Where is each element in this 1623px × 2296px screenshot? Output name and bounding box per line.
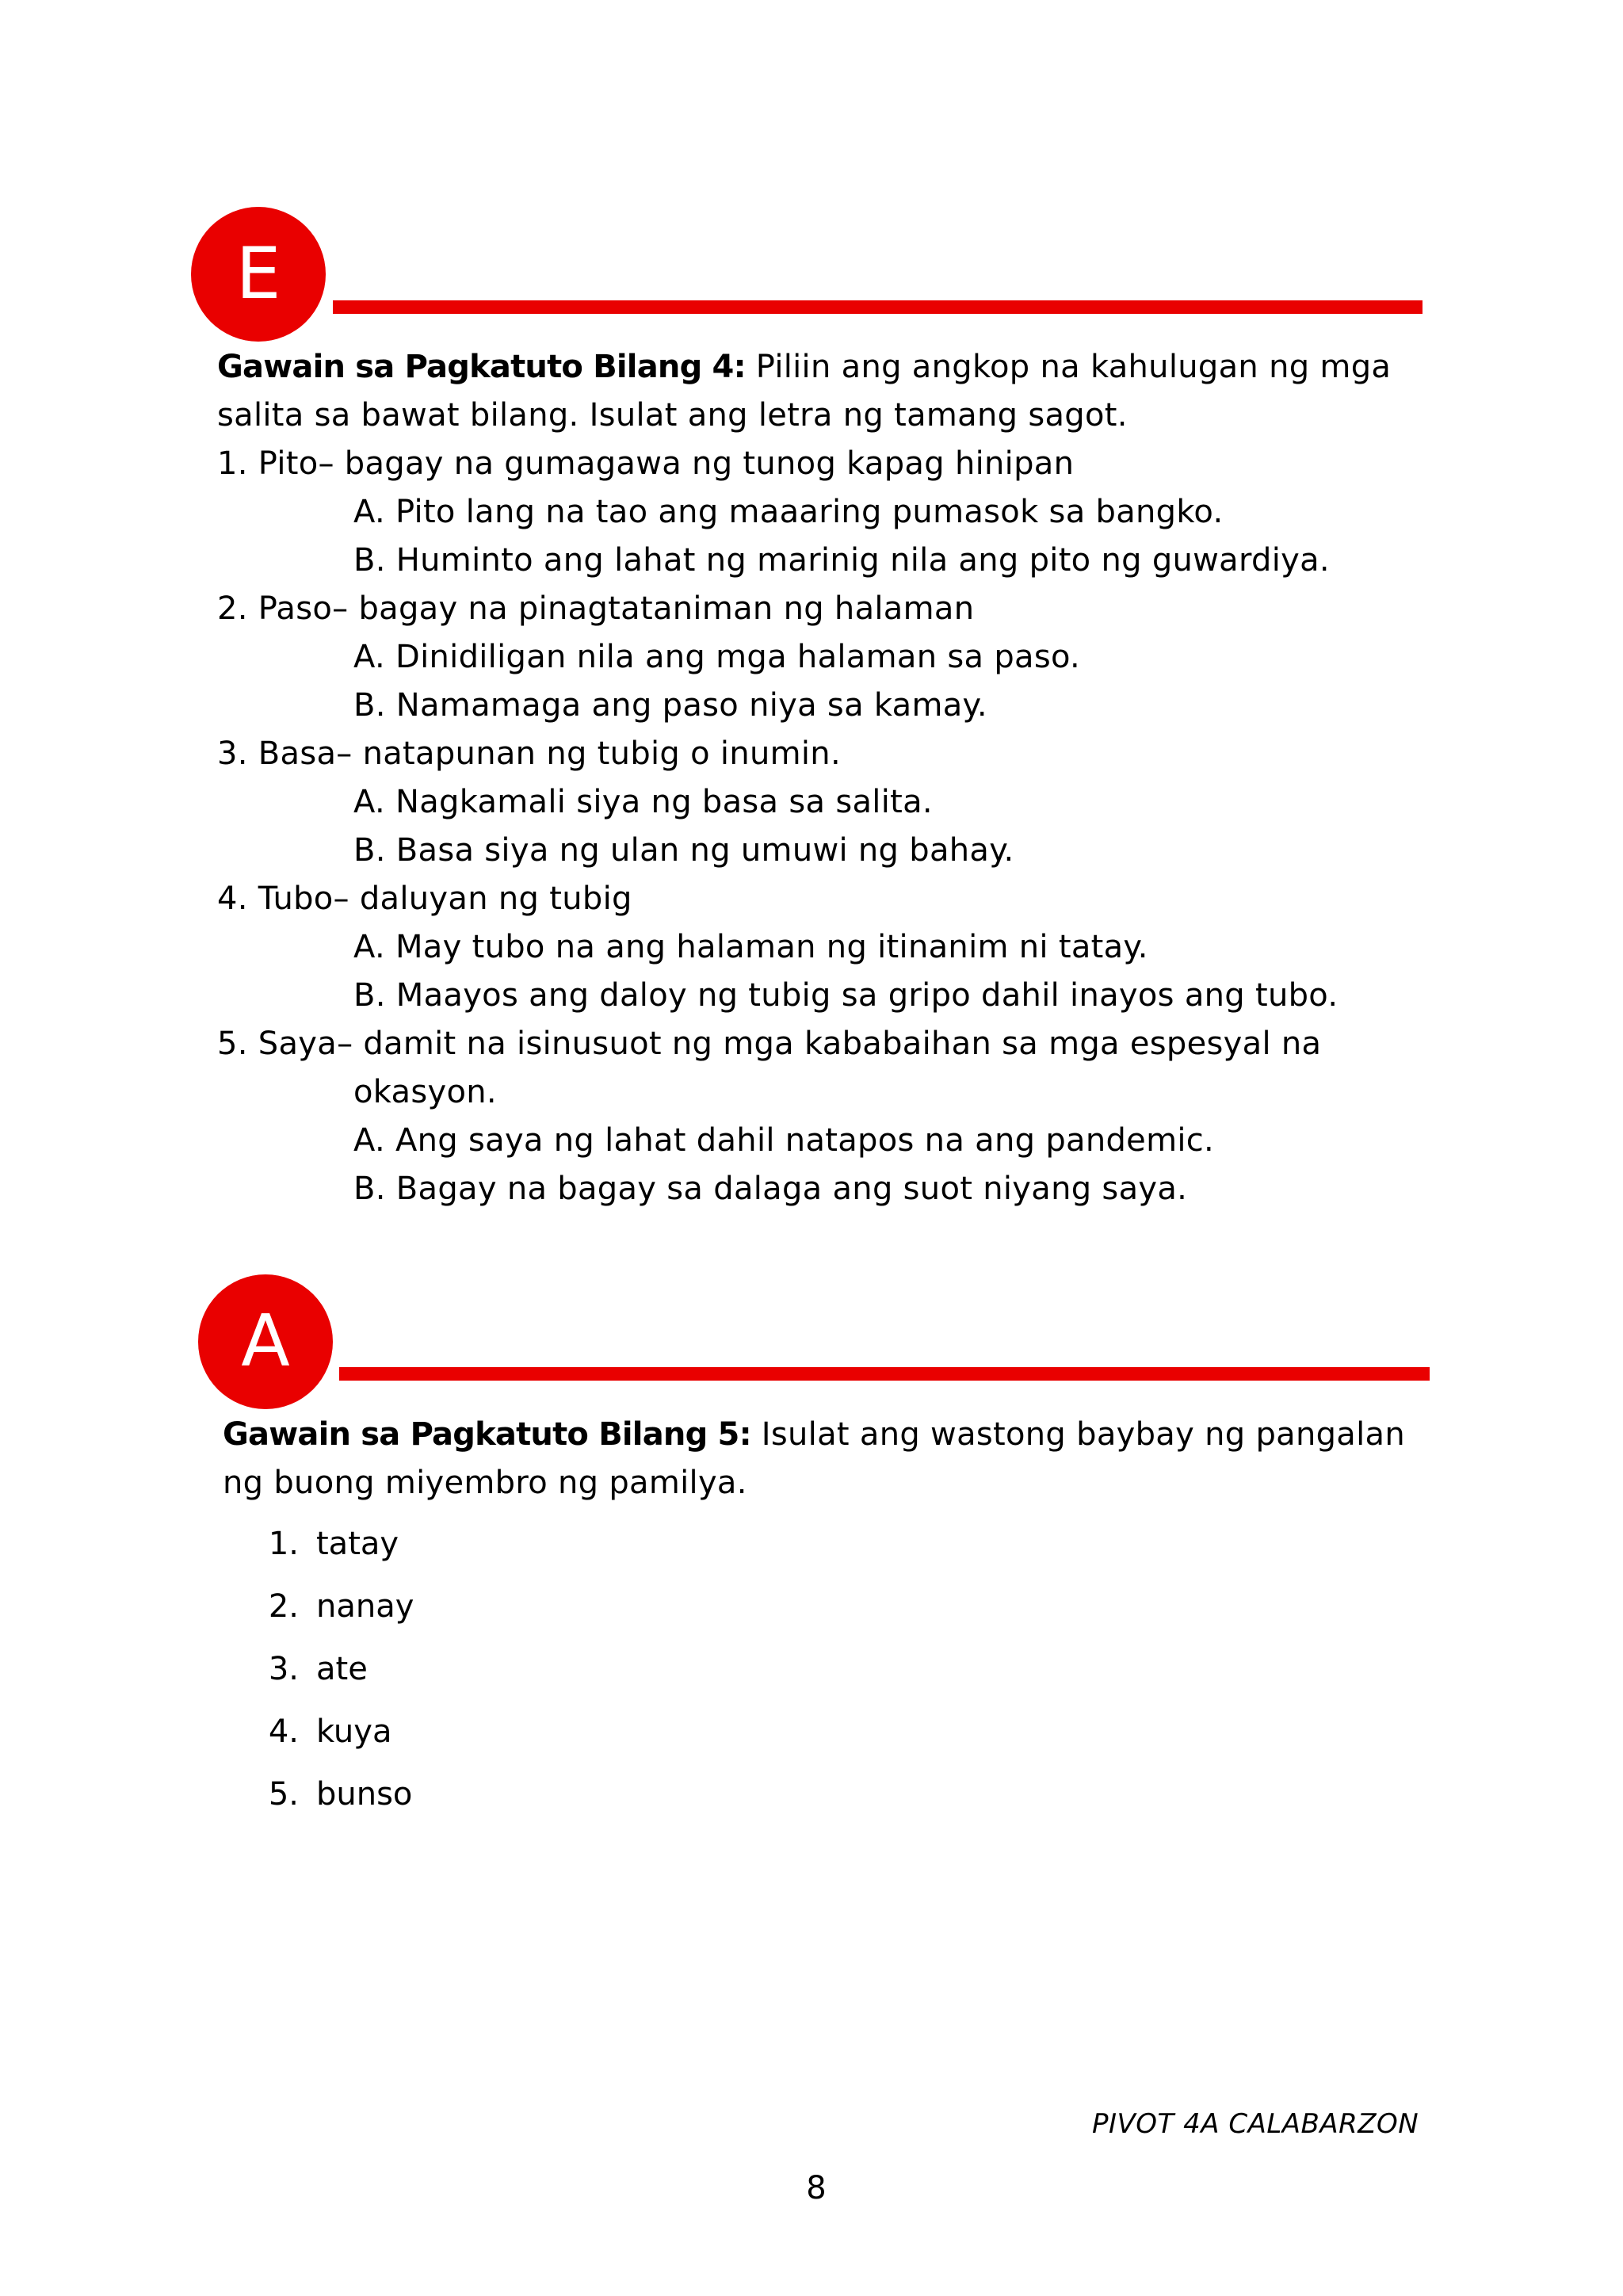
list-item-number: 4. bbox=[268, 1713, 299, 1750]
question-5-choice-b: B. Bagay na bagay sa dalaga ang suot niyang saya. bbox=[353, 1171, 1188, 1207]
section-a-badge bbox=[198, 1274, 333, 1409]
section-e-instruction-line1: Piliin ang angkop na kahulugan ng mga bbox=[745, 349, 1392, 385]
list-item-number: 2. bbox=[268, 1588, 299, 1625]
list-item-text: bunso bbox=[316, 1776, 413, 1813]
question-3-label: 3. Basa– natapunan ng tubig o inumin. bbox=[217, 735, 841, 772]
list-item-text: ate bbox=[316, 1651, 368, 1687]
footer-label: PIVOT 4A CALABARZON bbox=[1092, 2108, 1419, 2140]
list-item-number: 1. bbox=[268, 1526, 299, 1562]
question-1-label: 1. Pito– bagay na gumagawa ng tunog kapag hinipan bbox=[217, 445, 1075, 482]
section-a-instruction-line1: Isulat ang wastong baybay ng pangalan bbox=[750, 1416, 1405, 1453]
list-item-text: kuya bbox=[316, 1713, 392, 1750]
section-a-divider bbox=[339, 1367, 1430, 1381]
section-e-instruction bbox=[217, 343, 1391, 392]
section-e-heading: Gawain sa Pagkatuto Bilang 4: bbox=[217, 349, 746, 385]
list-item bbox=[250, 1763, 414, 1826]
question-2-choice-b: B. Namamaga ang paso niya sa kamay. bbox=[353, 687, 987, 724]
list-item bbox=[250, 1701, 414, 1763]
list-item-text: tatay bbox=[316, 1526, 399, 1562]
question-4-choice-a: A. May tubo na ang halaman ng itinanim ni tatay. bbox=[353, 929, 1148, 965]
section-a-instruction bbox=[223, 1411, 1405, 1459]
list-item bbox=[250, 1513, 414, 1576]
section-e-badge bbox=[191, 207, 326, 342]
question-2-choice-a: A. Dinidiligan nila ang mga halaman sa paso. bbox=[353, 639, 1081, 675]
page-number: 8 bbox=[806, 2170, 827, 2206]
section-e-badge-letter: E bbox=[235, 232, 281, 315]
section-e-content bbox=[217, 343, 1391, 1213]
section-e-divider bbox=[333, 300, 1423, 314]
question-5-label-continuation: okasyon. bbox=[353, 1074, 497, 1110]
question-5-choice-a: A. Ang saya ng lahat dahil natapos na ang pandemic. bbox=[353, 1122, 1215, 1159]
question-4-choice-b: B. Maayos ang daloy ng tubig sa gripo dahil inayos ang tubo. bbox=[353, 977, 1338, 1014]
section-a-content bbox=[223, 1411, 1405, 1507]
question-4-label: 4. Tubo– daluyan ng tubig bbox=[217, 881, 632, 917]
section-a-badge-letter: A bbox=[241, 1300, 290, 1383]
question-5-label: 5. Saya– damit na isinusuot ng mga kababaihan sa mga espesyal na bbox=[217, 1026, 1322, 1062]
section-e-instruction-line2: salita sa bawat bilang. Isulat ang letra ng tamang sagot. bbox=[217, 397, 1128, 434]
question-1-choice-b: B. Huminto ang lahat ng marinig nila ang pito ng guwardiya. bbox=[353, 542, 1330, 579]
list-item-number: 5. bbox=[268, 1776, 299, 1813]
list-item bbox=[250, 1576, 414, 1638]
section-a-heading: Gawain sa Pagkatuto Bilang 5: bbox=[223, 1416, 751, 1453]
question-2-label: 2. Paso– bagay na pinagtataniman ng halaman bbox=[217, 590, 975, 627]
list-item-number: 3. bbox=[268, 1651, 299, 1687]
section-a-instruction-line2: ng buong miyembro ng pamilya. bbox=[223, 1465, 747, 1501]
family-members-list bbox=[250, 1513, 414, 1826]
list-item bbox=[250, 1638, 414, 1701]
question-1-choice-a: A. Pito lang na tao ang maaaring pumasok sa bangko. bbox=[353, 494, 1224, 530]
question-3-choice-a: A. Nagkamali siya ng basa sa salita. bbox=[353, 784, 933, 820]
question-3-choice-b: B. Basa siya ng ulan ng umuwi ng bahay. bbox=[353, 832, 1014, 869]
list-item-text: nanay bbox=[316, 1588, 414, 1625]
